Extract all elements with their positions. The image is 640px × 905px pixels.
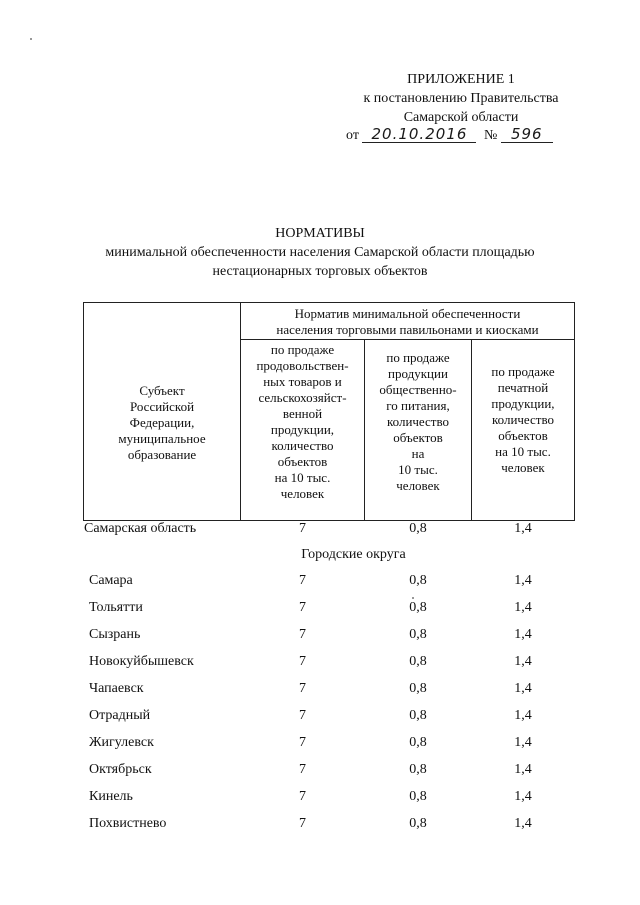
date-prefix: от [346,128,359,143]
appendix-line-1: к постановлению Правительства [363,91,559,106]
appendix-date-line [346,126,553,145]
number-prefix: № [483,128,498,143]
section-label: Городские округа [301,547,406,562]
header-col-print: по продаже печатной продукции, количество объектов на 10 тыс. человек [491,364,555,475]
document-subtitle-2: нестационарных торговых объектов [212,264,428,279]
region-row-v1: 7 [299,521,306,536]
header-col-catering: по продаже продукции общественно- го питания, количество объектов на 10 тыс. человек [379,350,457,493]
region-row-v2: 0,8 [409,521,427,536]
document-subtitle-1: минимальной обеспеченности населения Самарской области площадью [105,245,535,260]
header-group: Норматив минимальной обеспеченности населения торговыми павильонами и киосками [276,306,539,337]
header-subject: Субъект Российской Федерации, муниципальное образование [118,383,206,462]
number-handwritten: 596 [501,126,553,143]
region-row-name: Самарская область [84,521,197,536]
header-col-food: по продаже продовольствен- ных товаров и сельскохозяйст- венной продукции, количество объектов на 10 тыс. человек [256,342,349,501]
document-title: НОРМАТИВЫ [275,226,365,241]
date-handwritten: 20.10.2016 [362,126,476,143]
scan-speck [30,38,32,40]
region-row-v3: 1,4 [514,521,532,536]
appendix-title: ПРИЛОЖЕНИЕ 1 [407,72,515,87]
appendix-line-2: Самарской области [403,110,519,125]
